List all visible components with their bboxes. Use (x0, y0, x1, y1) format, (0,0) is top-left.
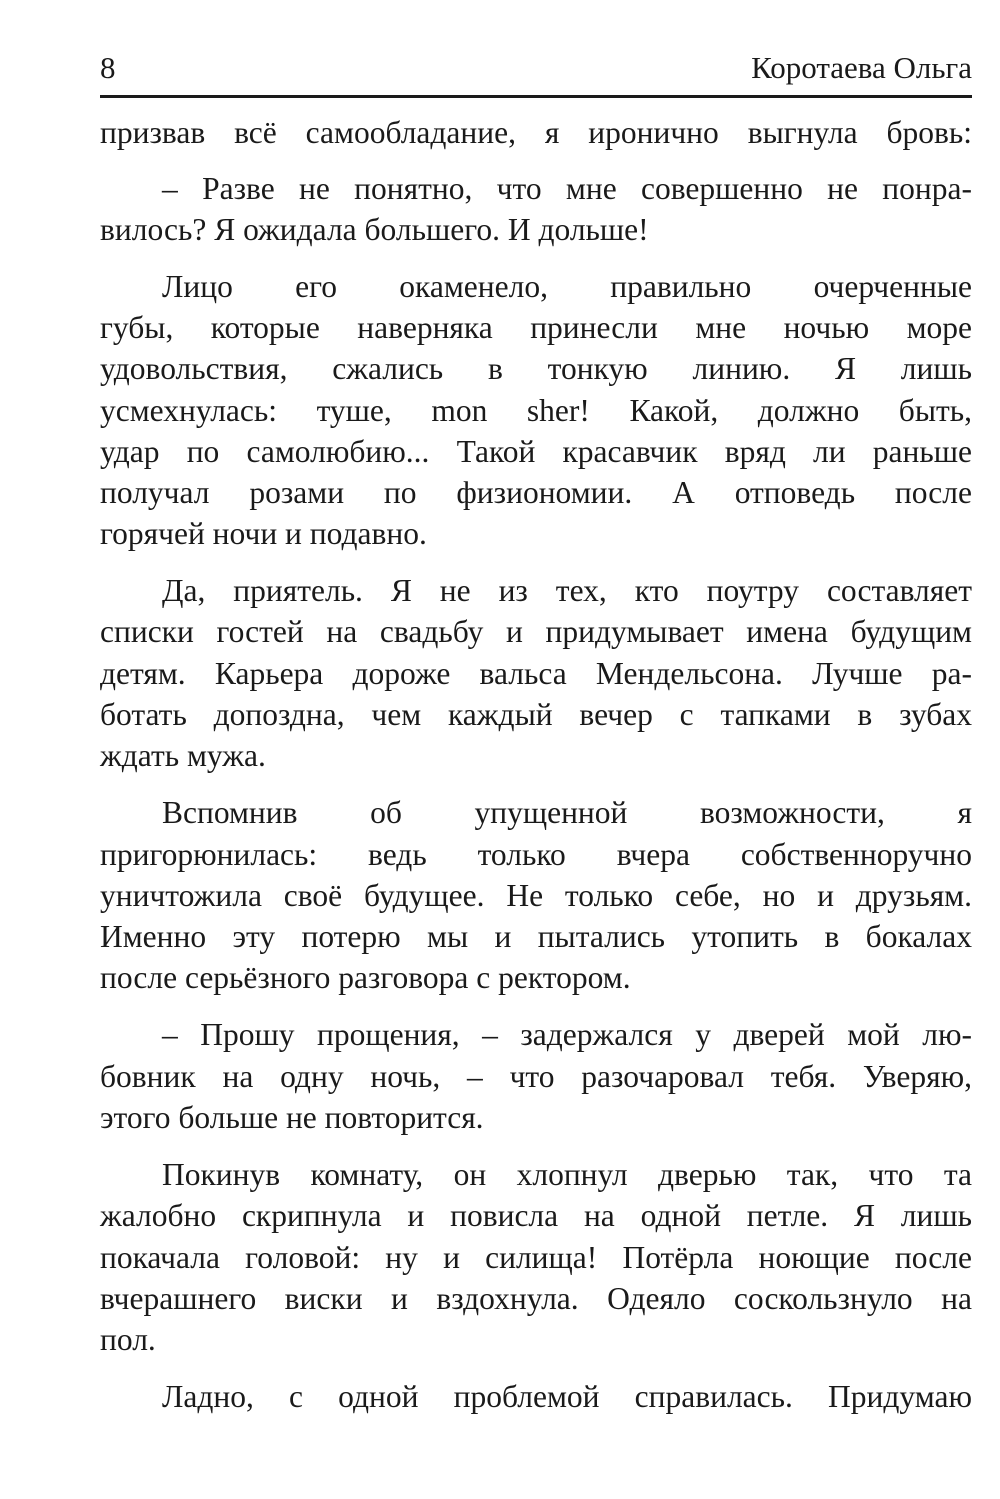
text-line: ботать допоздна, чем каждый вечер с тапками в зубах (100, 697, 972, 732)
text-line: – Разве не понятно, что мне совершенно не понра- (162, 171, 972, 206)
text-line: вчерашнего виски и вздохнула. Одеяло соскользнуло на (100, 1281, 972, 1316)
text-line: списки гостей на свадьбу и придумывает имена будущим (100, 614, 972, 649)
running-header-author: Коротаева Ольга (751, 50, 972, 85)
text-line: призвав всё самообладание, я иронично выгнула бровь: (100, 115, 972, 150)
text-line: губы, которые наверняка принесли мне ночью море (100, 310, 972, 345)
text-line: вилось? Я ожидала большего. И дольше! (100, 212, 649, 247)
page-number: 8 (100, 50, 116, 85)
text-line: Ладно, с одной проблемой справилась. Придумаю (162, 1379, 972, 1414)
text-line: получал розами по физиономии. А отповедь после (100, 475, 972, 510)
text-line: покачала головой: ну и силища! Потёрла ноющие после (100, 1240, 972, 1275)
text-line: уничтожила своё будущее. Не только себе, но и друзьям. (100, 878, 972, 913)
text-line: горячей ночи и подавно. (100, 516, 427, 551)
text-line: Вспомнив об упущенной возможности, я (162, 795, 972, 830)
text-line: пол. (100, 1322, 156, 1357)
text-line: Именно эту потерю мы и пытались утопить в бокалах (100, 919, 972, 954)
text-line: усмехнулась: туше, mon sher! Какой, должно быть, (100, 393, 972, 428)
header-rule (100, 95, 972, 98)
text-line: после серьёзного разговора с ректором. (100, 960, 631, 995)
text-line: удовольствия, сжались в тонкую линию. Я лишь (100, 351, 972, 386)
text-line: Да, приятель. Я не из тех, кто поутру составляет (162, 573, 972, 608)
text-line: удар по самолюбию... Такой красавчик вряд ли раньше (100, 434, 972, 469)
text-line: ждать мужа. (100, 738, 266, 773)
text-line: пригорюнилась: ведь только вчера собственноручно (100, 837, 972, 872)
text-line: бовник на одну ночь, – что разочаровал тебя. Уверяю, (100, 1059, 972, 1094)
text-line: – Прошу прощения, – задержался у дверей мой лю- (162, 1017, 972, 1052)
text-line: детям. Карьера дороже вальса Мендельсона. Лучше ра- (100, 656, 972, 691)
text-line: этого больше не повторится. (100, 1100, 484, 1135)
text-line: Покинув комнату, он хлопнул дверью так, что та (162, 1157, 972, 1192)
text-line: Лицо его окаменело, правильно очерченные (162, 269, 972, 304)
text-line: жалобно скрипнула и повисла на одной петле. Я лишь (100, 1198, 972, 1233)
